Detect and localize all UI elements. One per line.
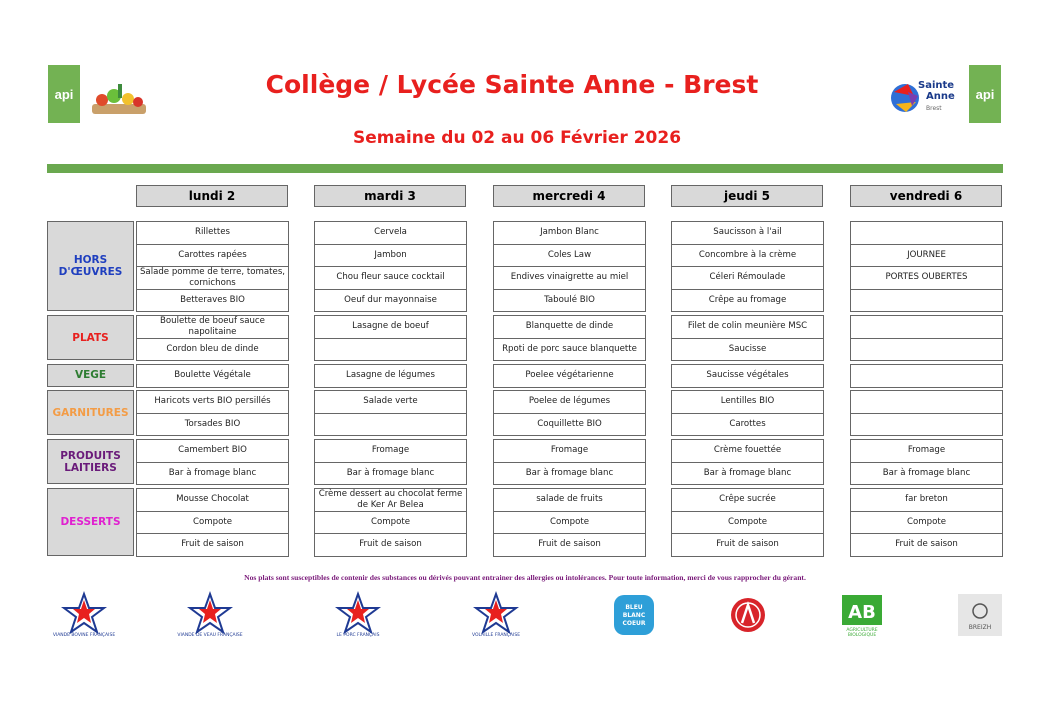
svg-text:BREIZH: BREIZH: [968, 624, 992, 631]
menu-cell: Poelee de légumes: [493, 390, 646, 414]
menu-cell: Lasagne de boeuf: [314, 315, 467, 339]
category-label: VEGE: [47, 364, 134, 387]
menu-cell: Compote: [493, 511, 646, 535]
menu-cell: Carottes rapées: [136, 244, 289, 268]
menu-cell: Betteraves BIO: [136, 289, 289, 313]
api-logo-right: [969, 65, 1001, 123]
allergy-note: Nos plats sont susceptibles de contenir des substances ou dérivés pouvant entrainer des allergies ou intolérances. Pour toute information, merci de vous rapprocher du gérant.: [244, 573, 806, 582]
menu-cell: Cervela: [314, 221, 467, 245]
menu-cell: Haricots verts BIO persillés: [136, 390, 289, 414]
menu-cell: salade de fruits: [493, 488, 646, 512]
category-label: DESSERTS: [47, 488, 134, 556]
menu-cell: Coles Law: [493, 244, 646, 268]
volaille-francaise-icon: [470, 590, 522, 640]
api-logo-text: api: [54, 86, 74, 102]
svg-text:BLEU: BLEU: [625, 604, 643, 611]
svg-text:AB: AB: [848, 602, 876, 623]
menu-cell: Boulette de boeuf sauce napolitaine: [136, 315, 289, 339]
viande-bovine-francaise-icon: [52, 590, 116, 640]
day-header: mardi 3: [314, 185, 466, 207]
menu-cell: Compote: [314, 511, 467, 535]
menu-cell: Filet de colin meunière MSC: [671, 315, 824, 339]
menu-cell: Carottes: [671, 413, 824, 437]
menu-cell: [850, 338, 1003, 362]
day-header: lundi 2: [136, 185, 288, 207]
api-logo-text: api: [975, 86, 995, 102]
menu-cell: PORTES OUBERTES: [850, 266, 1003, 290]
svg-text:VIANDE BOVINE FRANÇAISE: VIANDE BOVINE FRANÇAISE: [52, 633, 116, 638]
menu-cell: Saucisse végétales: [671, 364, 824, 388]
menu-cell: [850, 390, 1003, 414]
menu-cell: Salade pomme de terre, tomates, cornichons: [136, 266, 289, 290]
menu-cell: Fruit de saison: [136, 533, 289, 557]
school-logo: [888, 78, 966, 118]
menu-cell: Cordon bleu de dinde: [136, 338, 289, 362]
menu-cell: Bar à fromage blanc: [136, 462, 289, 486]
category-label: GARNITURES: [47, 390, 134, 435]
category-label: PLATS: [47, 315, 134, 360]
menu-cell: [850, 289, 1003, 313]
menu-cell: Chou fleur sauce cocktail: [314, 266, 467, 290]
menu-cell: Coquillette BIO: [493, 413, 646, 437]
menu-cell: Oeuf dur mayonnaise: [314, 289, 467, 313]
menu-cell: Lentilles BIO: [671, 390, 824, 414]
header-divider: [47, 164, 1003, 173]
menu-cell: Lasagne de légumes: [314, 364, 467, 388]
menu-cell: Taboulé BIO: [493, 289, 646, 313]
menu-cell: [314, 413, 467, 437]
menu-cell: Fruit de saison: [850, 533, 1003, 557]
menu-cell: Fruit de saison: [493, 533, 646, 557]
menu-cell: Torsades BIO: [136, 413, 289, 437]
bleu-blanc-coeur-icon: [608, 590, 660, 640]
school-emblem-icon: [888, 80, 922, 116]
menu-cell: Saucisson à l'ail: [671, 221, 824, 245]
svg-text:VOLAILLE FRANÇAISE: VOLAILLE FRANÇAISE: [471, 633, 521, 638]
menu-cell: Camembert BIO: [136, 439, 289, 463]
category-label: PRODUITS LAITIERS: [47, 439, 134, 484]
svg-text:BIOLOGIQUE: BIOLOGIQUE: [847, 633, 877, 638]
menu-cell: Jambon Blanc: [493, 221, 646, 245]
menu-cell: Fromage: [850, 439, 1003, 463]
svg-text:AGRICULTURE: AGRICULTURE: [846, 628, 878, 633]
svg-text:LE PORC FRANÇAIS: LE PORC FRANÇAIS: [336, 633, 380, 638]
menu-cell: Salade verte: [314, 390, 467, 414]
school-logo-word: Brest: [926, 105, 942, 112]
day-header: vendredi 6: [850, 185, 1002, 207]
menu-cell: Bar à fromage blanc: [493, 462, 646, 486]
menu-cell: Blanquette de dinde: [493, 315, 646, 339]
menu-cell: Fruit de saison: [671, 533, 824, 557]
menu-cell: Rpoti de porc sauce blanquette: [493, 338, 646, 362]
menu-cell: Compote: [671, 511, 824, 535]
menu-cell: Céleri Rémoulade: [671, 266, 824, 290]
menu-cell: JOURNEE: [850, 244, 1003, 268]
menu-cell: far breton: [850, 488, 1003, 512]
label-rouge-icon: [722, 590, 774, 640]
menu-cell: Crème fouettée: [671, 439, 824, 463]
menu-cell: Compote: [136, 511, 289, 535]
menu-cell: Fromage: [493, 439, 646, 463]
menu-cell: Concombre à la crème: [671, 244, 824, 268]
menu-cell: Jambon: [314, 244, 467, 268]
agriculture-biologique-icon: [836, 590, 888, 640]
menu-cell: Compote: [850, 511, 1003, 535]
school-logo-word: Sainte: [918, 80, 955, 91]
menu-cell: Crêpe sucrée: [671, 488, 824, 512]
page-subtitle: Semaine du 02 au 06 Février 2026: [352, 128, 682, 148]
svg-text:COEUR: COEUR: [622, 620, 646, 627]
menu-cell: Rillettes: [136, 221, 289, 245]
menu-cell: [314, 338, 467, 362]
day-header: mercredi 4: [493, 185, 645, 207]
svg-text:VIANDE DE VEAU FRANÇAISE: VIANDE DE VEAU FRANÇAISE: [177, 633, 243, 638]
day-header: jeudi 5: [671, 185, 823, 207]
menu-cell: Boulette Végétale: [136, 364, 289, 388]
menu-cell: Crêpe au fromage: [671, 289, 824, 313]
menu-cell: Bar à fromage blanc: [314, 462, 467, 486]
category-label: HORS D'ŒUVRES: [47, 221, 134, 311]
menu-cell: Bar à fromage blanc: [671, 462, 824, 486]
menu-cell: [850, 315, 1003, 339]
menu-cell: [850, 221, 1003, 245]
viande-de-veau-francaise-icon: [177, 590, 243, 640]
page-title: Collège / Lycée Sainte Anne - Brest: [265, 70, 759, 99]
menu-cell: Fruit de saison: [314, 533, 467, 557]
menu-cell: Mousse Chocolat: [136, 488, 289, 512]
menu-cell: [850, 413, 1003, 437]
menu-cell: Fromage: [314, 439, 467, 463]
menu-cell: Poelee végétarienne: [493, 364, 646, 388]
menu-cell: [850, 364, 1003, 388]
le-porc-francais-icon: [332, 590, 384, 640]
menu-cell: Crème dessert au chocolat ferme de Ker Ar Belea: [314, 488, 467, 512]
svg-text:BLANC: BLANC: [622, 612, 646, 619]
school-logo-word: Anne: [926, 91, 955, 102]
menu-cell: Bar à fromage blanc: [850, 462, 1003, 486]
menu-cell: Endives vinaigrette au miel: [493, 266, 646, 290]
menu-cell: Saucisse: [671, 338, 824, 362]
breizh-icon: [954, 590, 1006, 640]
